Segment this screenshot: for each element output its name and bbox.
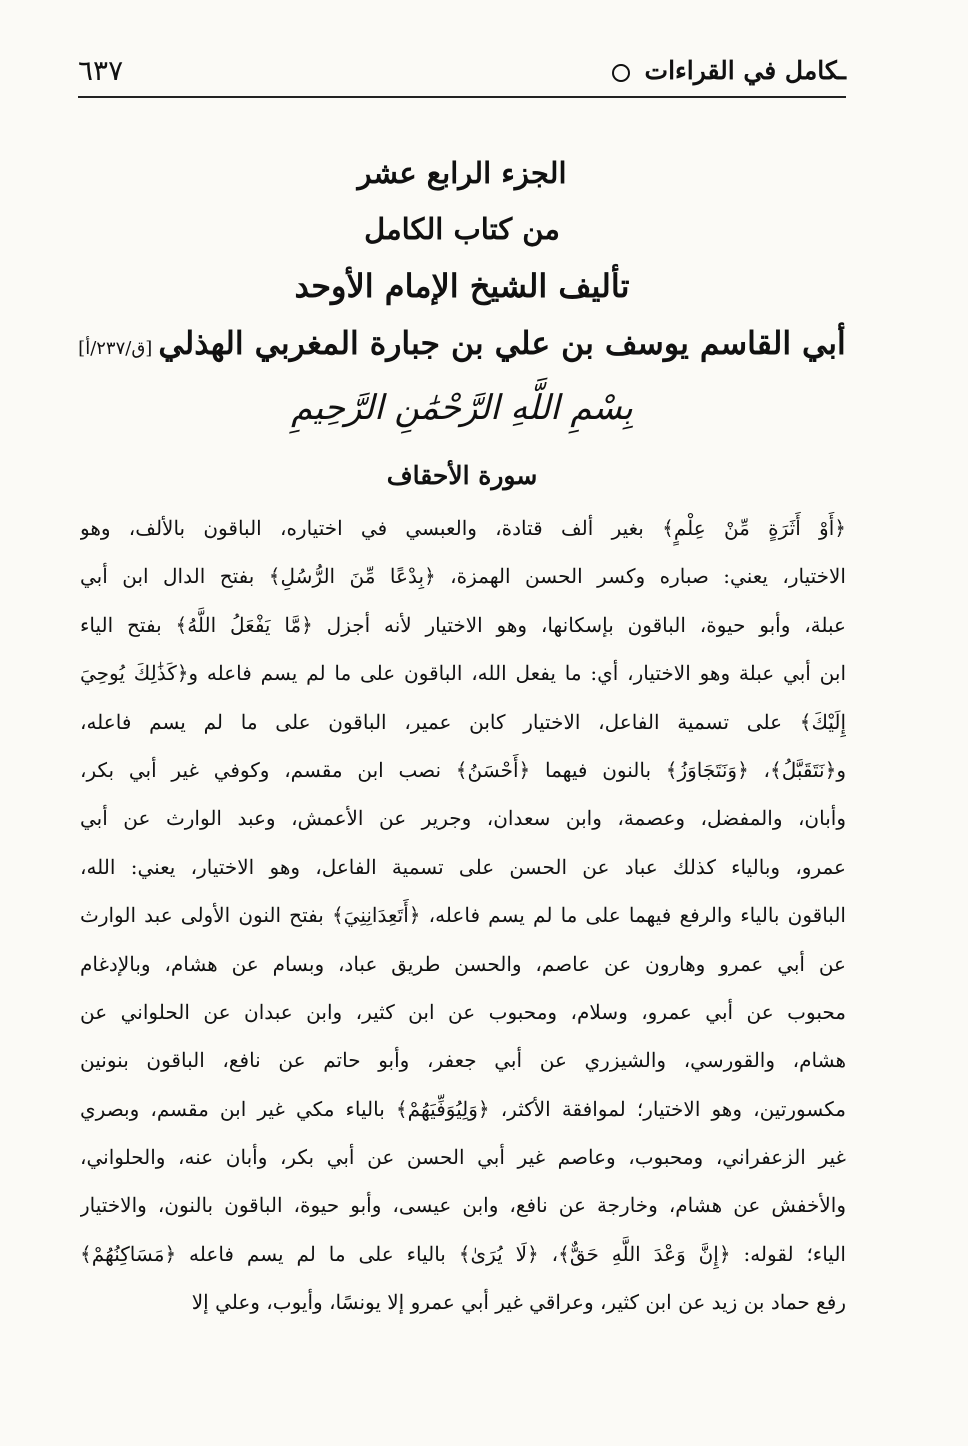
text-line: ﴿أَوْ أَثَرَةٍ مِّنْ عِلْمٍ﴾ بغير ألف قتادة، والعبسي في اختياره، الباقون بالألف، وهو bbox=[80, 516, 846, 540]
text-line: عبلة، وأبو حيوة، الباقون بإسكانها، وهو الاختيار لأنه أجزل ﴿مَّا يَفْعَلُ اللَّهُ﴾ بفتح الياء bbox=[80, 612, 846, 637]
page-number: ٦٣٧ bbox=[78, 54, 124, 87]
running-title bbox=[612, 56, 846, 85]
text-line: محبوب عن أبي عمرو، وسلام، ومحبوب عن ابن كثير، وابن عبدان عن الحلواني عن bbox=[80, 999, 846, 1024]
manuscript-reference: [ق/٢٣٧/أ] bbox=[78, 338, 153, 359]
text-line: الاختيار، يعني: صباره وكسر الحسن الهمزة، ﴿بِدْعًا مِّنَ الرُّسُلِ﴾ بفتح الدال ابن أبي bbox=[80, 564, 846, 589]
text-line: مكسورتين، وهو الاختيار؛ لموافقة الأكثر، ﴿وَلِيُوَفِّيَهُمْ﴾ بالياء مكي غير ابن مقسم، وبصري bbox=[80, 1096, 846, 1121]
page-header bbox=[78, 52, 846, 94]
text-line: والأخفش عن هشام، وخارجة عن نافع، وابن عيسى، وأبو حيوة، الباقون بالنون، والاختيار bbox=[80, 1193, 846, 1218]
author-name: أبي القاسم يوسف بن علي بن جبارة المغربي الهذلي bbox=[158, 325, 846, 362]
authorship-line: تأليف الشيخ الإمام الأوحد bbox=[294, 267, 630, 305]
header-divider bbox=[78, 96, 846, 98]
text-line: ابن أبي عبلة وهو الاختيار، أي: ما يفعل الله، الباقون على ما لم يسم فاعله و﴿كَذَٰلِكَ يُوحِيَ bbox=[80, 661, 846, 686]
text-line: رفع حماد بن زيد عن ابن كثير، وعراقي غير أبي عمرو إلا يونسًا، وأيوب، وعلي إلا bbox=[191, 1290, 846, 1315]
surah-heading: سورة الأحقاف bbox=[386, 461, 538, 490]
author-line bbox=[78, 315, 846, 373]
text-line: غير الزعفراني، ومحبوب، وعاصم غير أبي الحسن عن أبي بكر، وأبان عنه، والحلواني، bbox=[80, 1145, 846, 1170]
running-title-text: ـكامل في القراءات bbox=[644, 56, 846, 85]
text-line: الياء؛ لقوله: ﴿إِنَّ وَعْدَ اللَّهِ حَقٌّ﴾، ﴿لَا يُرَىٰ﴾ بالياء على ما لم يسم فاعله ﴿مَسَاكِنُهُمْ﴾ bbox=[80, 1241, 846, 1266]
text-line: الباقون بالياء والرفع فيهما على ما لم يسم فاعله، ﴿أَتَعِدَانِنِيَ﴾ بفتح النون الأولى عبد الوارث bbox=[80, 903, 846, 928]
book-title: من كتاب الكامل bbox=[364, 212, 560, 246]
text-line: هشام، والقورسي، والشيزري عن أبي جعفر، وأبو حاتم عن نافع، الباقون بنونين bbox=[80, 1048, 846, 1073]
text-line: وأبان، والمفضل، وعصمة، وابن سعدان، وجرير عن الأعمش، وعبد الوارث عن أبي bbox=[80, 806, 846, 831]
text-line: إِلَيْكَ﴾ على تسمية الفاعل، الاختيار كابن عمير، الباقون على ما لم يسم فاعله، bbox=[80, 709, 846, 734]
text-line: عن أبي عمرو وهارون عن عاصم، والحسن طريق عباد، وبسام عن هشام، وبالإدغام bbox=[80, 951, 846, 976]
body-text bbox=[80, 504, 846, 1327]
text-line: و﴿نَتَقَبَّلُ﴾، ﴿وَنَتَجَاوَزُ﴾ بالنون فيهما ﴿أَحْسَنُ﴾ نصب ابن مقسم، وكوفي غير أبي بكر، bbox=[80, 757, 846, 782]
title-block bbox=[78, 145, 846, 501]
circle-icon bbox=[612, 64, 630, 82]
text-line: عمرو، وبالياء كذلك عباد عن الحسن على تسمية الفاعل، وهو الاختيار، يعني: الله، bbox=[80, 854, 846, 879]
part-title: الجزء الرابع عشر bbox=[357, 156, 567, 190]
basmala: بِسْمِ اللَّهِ الرَّحْمَٰنِ الرَّحِيمِ bbox=[291, 388, 633, 428]
